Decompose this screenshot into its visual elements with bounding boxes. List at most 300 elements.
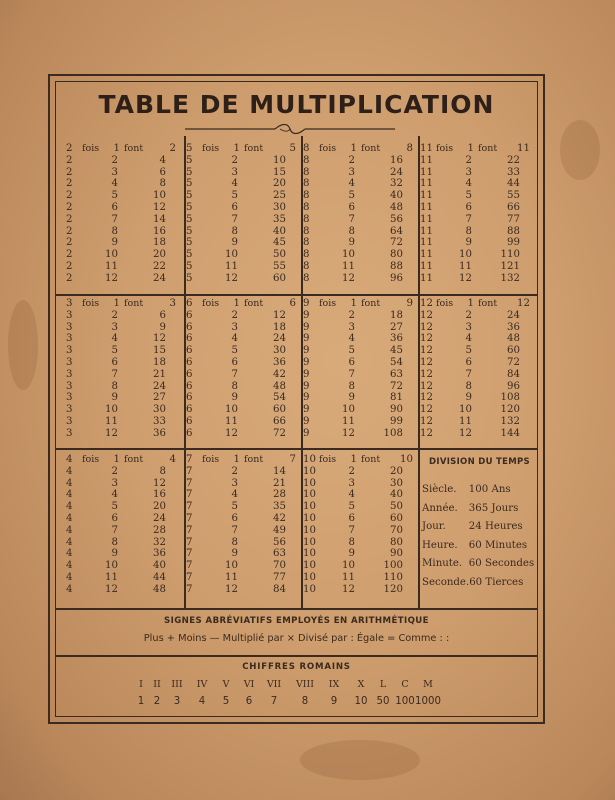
product: 48: [507, 333, 520, 345]
multiplier: 4: [231, 178, 238, 190]
paper-stain: [560, 120, 600, 180]
table-row: [420, 249, 538, 261]
table-row: [420, 345, 538, 357]
outer-frame: [48, 74, 545, 724]
table-row: [66, 513, 184, 525]
multiplier: 3: [348, 166, 355, 178]
table-row: [66, 167, 184, 179]
word-fois: fois: [436, 298, 454, 309]
multiplicand: 8: [303, 178, 310, 190]
product: 8: [406, 143, 413, 154]
multiplicand: 9: [303, 415, 310, 427]
product: 42: [273, 368, 286, 380]
roman-numeral: I: [139, 679, 143, 690]
table-row: [66, 392, 184, 404]
product: 27: [390, 321, 403, 333]
multiplier: 5: [111, 345, 118, 357]
product: 30: [273, 345, 286, 357]
table-row: [303, 333, 421, 345]
product: 110: [383, 571, 403, 583]
table-row: [303, 537, 421, 549]
multiplicand: 5: [186, 260, 193, 272]
multiplicand: 4: [66, 477, 73, 489]
multiplier: 10: [459, 404, 472, 416]
roman-numeral: II: [153, 679, 161, 690]
product: 20: [153, 501, 166, 513]
product: 16: [390, 154, 403, 166]
multiplicand: 2: [66, 260, 73, 272]
multiplicand: 10: [303, 454, 316, 465]
multiplier: 7: [231, 524, 238, 536]
multiplier: 6: [111, 356, 118, 368]
multiplier: 6: [111, 201, 118, 213]
product: 12: [153, 333, 166, 345]
multiplier: 12: [459, 272, 472, 284]
multiplicand: 3: [66, 427, 73, 439]
multiplier: 3: [111, 321, 118, 333]
multiplier: 8: [231, 536, 238, 548]
multiplier: 7: [111, 213, 118, 225]
arabic-numeral: 10: [354, 696, 368, 707]
product: 50: [273, 249, 286, 261]
product: 81: [390, 392, 403, 404]
product: 8: [159, 178, 166, 190]
product: 40: [153, 560, 166, 572]
product: 42: [273, 512, 286, 524]
word-font: font: [361, 454, 381, 465]
table-row: [186, 560, 304, 572]
table-row: [186, 322, 304, 334]
table-row: [66, 273, 184, 285]
table-row: [303, 237, 421, 249]
division-row: Minute. 60 Secondes: [422, 558, 535, 569]
product: 30: [390, 477, 403, 489]
multiplicand: 4: [66, 501, 73, 513]
product: 108: [500, 392, 520, 404]
multiplicand: 6: [186, 427, 193, 439]
multiplier: 11: [342, 415, 355, 427]
product: 16: [153, 489, 166, 501]
multiplier: 2: [111, 465, 118, 477]
roman-numeral: VII: [266, 679, 282, 690]
product: 60: [390, 512, 403, 524]
product: 15: [273, 166, 286, 178]
roman-numeral: III: [171, 679, 183, 690]
multiplier: 11: [225, 415, 238, 427]
multiplicand: 8: [303, 260, 310, 272]
word-font: font: [124, 298, 144, 309]
multiplier: 5: [111, 501, 118, 513]
multiplier: 12: [342, 583, 355, 595]
product: 108: [383, 427, 403, 439]
word-fois: fois: [319, 454, 337, 465]
multiplier: 8: [231, 225, 238, 237]
multiplicand: 12: [420, 298, 433, 309]
multiplier: 12: [225, 272, 238, 284]
product: 12: [517, 298, 530, 309]
table-row: [66, 345, 184, 357]
product: 49: [273, 524, 286, 536]
multiplicand: 7: [186, 536, 193, 548]
multiplicand: 7: [186, 548, 193, 560]
product: 100: [383, 560, 403, 572]
word-fois: fois: [202, 298, 220, 309]
product: 16: [153, 225, 166, 237]
multiplicand: 6: [186, 404, 193, 416]
product: 63: [273, 548, 286, 560]
multiplicand: 8: [303, 143, 310, 154]
multiplicand: 3: [66, 404, 73, 416]
multiplicand: 7: [186, 465, 193, 477]
product: 120: [383, 583, 403, 595]
table-row: [186, 190, 304, 202]
multiplicand: 10: [303, 524, 316, 536]
word-fois: fois: [82, 143, 100, 154]
division-row: Siècle. 100 Ans: [422, 484, 511, 495]
multiplier: 4: [111, 489, 118, 501]
table-row: [303, 560, 421, 572]
multiplier: 6: [231, 512, 238, 524]
table-row: [66, 202, 184, 214]
multiplier: 10: [105, 404, 118, 416]
multiplier: 12: [342, 272, 355, 284]
multiplier: 6: [348, 201, 355, 213]
multiplicand: 6: [186, 321, 193, 333]
table-row: [420, 416, 538, 428]
table-block: [186, 143, 304, 296]
product: 36: [153, 427, 166, 439]
word-font: font: [478, 143, 498, 154]
word-font: font: [244, 298, 264, 309]
table-row: [420, 226, 538, 238]
multiplier: 11: [459, 415, 472, 427]
product: 132: [500, 272, 520, 284]
multiplier: 2: [111, 154, 118, 166]
table-row: [303, 428, 421, 440]
product: 60: [273, 272, 286, 284]
chiffres-title: CHIFFRES ROMAINS: [242, 662, 351, 672]
word-fois: fois: [202, 454, 220, 465]
multiplier: 6: [465, 201, 472, 213]
multiplier: 9: [111, 548, 118, 560]
multiplicand: 7: [186, 454, 193, 465]
multiplier: 7: [111, 368, 118, 380]
product: 144: [500, 427, 520, 439]
product: 60: [507, 345, 520, 357]
multiplier: 10: [342, 404, 355, 416]
table-row: [420, 178, 538, 190]
multiplier: 7: [465, 213, 472, 225]
table-row: [303, 310, 421, 322]
product: 33: [153, 415, 166, 427]
multiplier: 8: [348, 225, 355, 237]
table-row: [186, 428, 304, 440]
product: 50: [390, 501, 403, 513]
product: 10: [153, 190, 166, 202]
multiplicand: 7: [186, 512, 193, 524]
product: 32: [153, 536, 166, 548]
product: 20: [153, 249, 166, 261]
multiplicand: 7: [186, 583, 193, 595]
multiplier: 2: [465, 309, 472, 321]
product: 21: [153, 368, 166, 380]
multiplicand: 9: [303, 309, 310, 321]
product: 5: [289, 143, 296, 154]
table-row: [186, 454, 304, 466]
table-row: [420, 357, 538, 369]
multiplier: 12: [342, 427, 355, 439]
product: 80: [390, 249, 403, 261]
product: 44: [507, 178, 520, 190]
table-row: [303, 357, 421, 369]
product: 20: [273, 178, 286, 190]
multiplicand: 5: [186, 272, 193, 284]
table-row: [303, 454, 421, 466]
product: 9: [406, 298, 413, 309]
multiplier: 5: [231, 345, 238, 357]
multiplicand: 3: [66, 345, 73, 357]
table-row: [420, 167, 538, 179]
multiplier: 1: [233, 454, 240, 465]
multiplicand: 7: [186, 477, 193, 489]
multiplicand: 4: [66, 548, 73, 560]
table-block: [66, 454, 184, 607]
multiplicand: 4: [66, 465, 73, 477]
product: 64: [390, 225, 403, 237]
table-row: [66, 428, 184, 440]
multiplier: 2: [465, 154, 472, 166]
multiplier: 7: [348, 524, 355, 536]
multiplicand: 10: [303, 477, 316, 489]
product: 96: [390, 272, 403, 284]
multiplicand: 5: [186, 190, 193, 202]
multiplier: 8: [348, 380, 355, 392]
product: 35: [273, 213, 286, 225]
product: 56: [273, 536, 286, 548]
table-row: [66, 310, 184, 322]
product: 24: [390, 166, 403, 178]
table-row: [66, 357, 184, 369]
multiplier: 9: [348, 237, 355, 249]
product: 55: [507, 190, 520, 202]
multiplier: 1: [350, 143, 357, 154]
product: 120: [500, 404, 520, 416]
multiplicand: 11: [420, 260, 433, 272]
multiplier: 8: [231, 380, 238, 392]
multiplier: 9: [231, 548, 238, 560]
table-row: [186, 478, 304, 490]
multiplier: 2: [231, 465, 238, 477]
multiplicand: 3: [66, 415, 73, 427]
table-row: [303, 143, 421, 155]
table-row: [186, 392, 304, 404]
multiplicand: 7: [186, 560, 193, 572]
table-row: [186, 143, 304, 155]
product: 12: [273, 309, 286, 321]
multiplicand: 5: [186, 201, 193, 213]
multiplicand: 7: [186, 571, 193, 583]
multiplier: 8: [111, 380, 118, 392]
multiplier: 6: [111, 512, 118, 524]
multiplier: 9: [231, 237, 238, 249]
multiplicand: 4: [66, 489, 73, 501]
table-row: [66, 143, 184, 155]
table-row: [186, 155, 304, 167]
product: 44: [153, 571, 166, 583]
title-ornament: [180, 123, 400, 135]
table-block: [303, 454, 421, 607]
multiplicand: 2: [66, 213, 73, 225]
table-row: [66, 333, 184, 345]
multiplicand: 10: [303, 583, 316, 595]
multiplicand: 8: [303, 201, 310, 213]
multiplier: 11: [342, 571, 355, 583]
product: 54: [273, 392, 286, 404]
roman-numeral: VIII: [295, 679, 315, 690]
multiplicand: 2: [66, 143, 73, 154]
division-row: Heure. 60 Minutes: [422, 539, 528, 551]
table-row: [66, 489, 184, 501]
table-block: [420, 143, 538, 296]
table-row: [420, 214, 538, 226]
word-fois: fois: [436, 143, 454, 154]
roman-numeral: M: [423, 679, 433, 690]
table-row: [66, 226, 184, 238]
table-row: [303, 513, 421, 525]
product: 6: [159, 309, 166, 321]
product: 22: [507, 154, 520, 166]
table-row: [420, 155, 538, 167]
table-row: [186, 298, 304, 310]
word-font: font: [244, 454, 264, 465]
table-row: [186, 513, 304, 525]
product: 8: [159, 465, 166, 477]
multiplier: 9: [111, 237, 118, 249]
product: 72: [390, 380, 403, 392]
arabic-numeral: 4: [198, 696, 206, 707]
table-row: [66, 548, 184, 560]
arabic-numeral: 1000: [415, 696, 441, 707]
table-row: [186, 572, 304, 584]
multiplicand: 12: [420, 427, 433, 439]
product: 24: [273, 333, 286, 345]
table-row: [186, 404, 304, 416]
table-row: [66, 416, 184, 428]
word-font: font: [361, 298, 381, 309]
table-row: [420, 322, 538, 334]
table-row: [66, 584, 184, 596]
multiplicand: 5: [186, 225, 193, 237]
multiplier: 10: [459, 249, 472, 261]
product: 20: [390, 465, 403, 477]
table-row: [66, 155, 184, 167]
product: 3: [169, 298, 176, 309]
page-title: TABLE DE MULTIPLICATION: [98, 90, 495, 119]
product: 24: [153, 380, 166, 392]
table-row: [186, 261, 304, 273]
arabic-numeral: 3: [173, 696, 181, 707]
table-row: [186, 466, 304, 478]
multiplier: 4: [111, 333, 118, 345]
roman-numeral: V: [222, 679, 230, 690]
table-row: [66, 298, 184, 310]
arabic-numeral: 5: [222, 696, 230, 707]
multiplicand: 6: [186, 356, 193, 368]
product: 40: [390, 489, 403, 501]
multiplier: 6: [348, 512, 355, 524]
product: 15: [153, 345, 166, 357]
product: 88: [507, 225, 520, 237]
multiplicand: 8: [303, 213, 310, 225]
product: 18: [273, 321, 286, 333]
multiplier: 1: [113, 454, 120, 465]
division-row: Jour. 24 Heures: [422, 521, 523, 532]
multiplier: 3: [231, 166, 238, 178]
multiplicand: 12: [420, 333, 433, 345]
table-row: [303, 392, 421, 404]
multiplicand: 11: [420, 225, 433, 237]
table-row: [303, 167, 421, 179]
table-row: [303, 155, 421, 167]
product: 30: [153, 404, 166, 416]
product: 40: [273, 225, 286, 237]
multiplier: 11: [225, 260, 238, 272]
multiplier: 2: [348, 154, 355, 166]
multiplier: 3: [465, 321, 472, 333]
multiplier: 7: [348, 213, 355, 225]
table-row: [186, 310, 304, 322]
multiplier: 10: [225, 560, 238, 572]
multiplier: 2: [111, 309, 118, 321]
product: 80: [390, 536, 403, 548]
table-row: [66, 572, 184, 584]
multiplicand: 8: [303, 166, 310, 178]
multiplier: 12: [105, 272, 118, 284]
multiplicand: 5: [186, 237, 193, 249]
multiplier: 4: [111, 178, 118, 190]
signes-title: SIGNES ABRÉVIATIFS EMPLOYÉS EN ARITHMÉTIQUE: [164, 616, 429, 626]
multiplier: 8: [465, 380, 472, 392]
table-row: [186, 345, 304, 357]
table-row: [66, 190, 184, 202]
table-row: [66, 404, 184, 416]
multiplicand: 8: [303, 190, 310, 202]
arabic-numeral: 50: [376, 696, 390, 707]
table-row: [186, 537, 304, 549]
multiplier: 4: [231, 489, 238, 501]
multiplier: 7: [111, 524, 118, 536]
product: 33: [507, 166, 520, 178]
table-row: [420, 333, 538, 345]
multiplier: 9: [465, 392, 472, 404]
word-fois: fois: [82, 454, 100, 465]
multiplier: 9: [348, 548, 355, 560]
multiplicand: 3: [66, 356, 73, 368]
multiplicand: 4: [66, 571, 73, 583]
multiplicand: 12: [420, 345, 433, 357]
product: 121: [500, 260, 520, 272]
multiplier: 12: [105, 583, 118, 595]
multiplicand: 9: [303, 427, 310, 439]
roman-numeral: C: [401, 679, 409, 690]
multiplier: 8: [111, 536, 118, 548]
multiplicand: 3: [66, 368, 73, 380]
multiplicand: 10: [303, 536, 316, 548]
multiplicand: 10: [303, 548, 316, 560]
multiplicand: 12: [420, 404, 433, 416]
multiplicand: 12: [420, 380, 433, 392]
product: 14: [153, 213, 166, 225]
